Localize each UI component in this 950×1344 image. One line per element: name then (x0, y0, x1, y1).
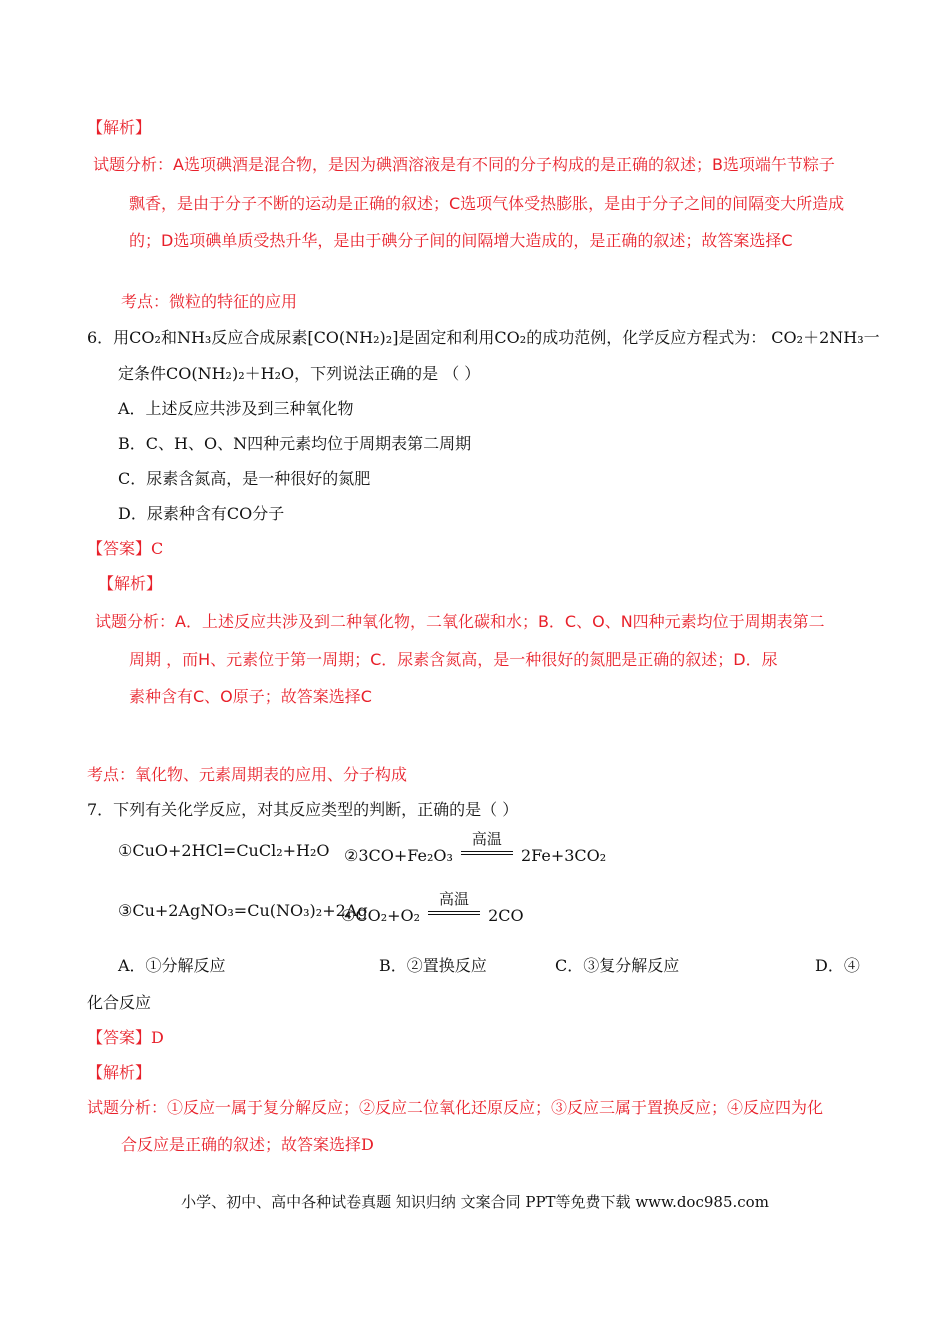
q7-analysis-line2: 合反应是正确的叙述；故答案选择D (121, 1135, 374, 1154)
q6-option-d: D．尿素种含有CO分子 (118, 504, 285, 523)
q7-analysis-line1: 试题分析：①反应一属于复分解反应；②反应二位氧化还原反应；③反应三属于置换反应；④反应四为化 (87, 1098, 824, 1117)
q6-analysis-header: 【解析】 (98, 574, 163, 593)
q7-option-a: A．①分解反应 (118, 956, 226, 975)
q7-analysis-header: 【解析】 (87, 1063, 152, 1082)
q6-kaodian: 考点：氧化物、元素周期表的应用、分子构成 (87, 765, 408, 784)
q7-option-b: B．②置换反应 (379, 956, 487, 975)
q5-kaodian: 考点：微粒的特征的应用 (121, 292, 298, 311)
q7-stem: 7．下列有关化学反应，对其反应类型的判断，正确的是（ ） (87, 800, 519, 819)
q6-option-b: B．C、H、O、N四种元素均位于周期表第二周期 (118, 434, 472, 453)
q5-analysis-line1: 试题分析：A选项碘酒是混合物，是因为碘酒溶液是有不同的分子构成的是正确的叙述；B选项端午节粽子 (93, 155, 835, 174)
q6-stem-line1: 6．用CO₂和NH₃反应合成尿素[CO(NH₂)₂]是固定和利用CO₂的成功范例，化学反应方程式为： CO₂＋2NH₃一 (87, 328, 880, 347)
q5-analysis-header: 【解析】 (87, 118, 152, 137)
page-footer: 小学、初中、高中各种试卷真题 知识归纳 文案合同 PPT等免费下载 www.doc985.com (181, 1193, 769, 1211)
q5-analysis-line3: 的；D选项碘单质受热升华，是由于碘分子间的间隔增大造成的，是正确的叙述；故答案选择C (129, 231, 793, 250)
q6-analysis-line3: 素种含有C、O原子；故答案选择C (129, 687, 372, 706)
q7-option-d: D．④ (815, 956, 860, 975)
q7-eq2-reactants: ②3CO+Fe₂O₃ (344, 846, 453, 865)
q6-analysis-line1: 试题分析：A．上述反应共涉及到二种氧化物，二氧化碳和水；B．C、O、N四种元素均位于周期表第二 (95, 612, 825, 631)
q7-eq4-condition-arrow (424, 890, 484, 921)
q7-eq2-condition-arrow (457, 830, 517, 861)
q7-eq4-reactants: ④CO₂+O₂ (341, 906, 421, 925)
q6-option-c: C．尿素含氮高，是一种很好的氮肥 (118, 469, 371, 488)
q6-analysis-line2: 周期 ，而H、元素位于第一周期；C．尿素含氮高，是一种很好的氮肥是正确的叙述；D．尿 (129, 650, 778, 669)
q7-equation-3: ③Cu+2AgNO₃=Cu(NO₃)₂+2Ag (118, 901, 368, 920)
q7-option-c: C．③复分解反应 (555, 956, 680, 975)
q7-equation-4 (341, 890, 524, 926)
q7-option-d-continued: 化合反应 (87, 993, 152, 1012)
q7-equation-2 (344, 830, 607, 866)
q6-option-a: A．上述反应共涉及到三种氧化物 (118, 399, 354, 418)
q6-answer: 【答案】C (87, 539, 164, 558)
q7-eq4-products: 2CO (488, 906, 524, 925)
q7-eq2-products: 2Fe+3CO₂ (520, 846, 607, 865)
q7-eq4-condition: 高温 (439, 890, 470, 908)
q7-equation-1: ①CuO+2HCl=CuCl₂+H₂O (118, 841, 330, 860)
q5-analysis-line2: 飘香，是由于分子不断的运动是正确的叙述；C选项气体受热膨胀，是由于分子之间的间隔变大所造成 (129, 194, 845, 213)
q6-stem-line2: 定条件CO(NH₂)₂＋H₂O，下列说法正确的是 （ ） (118, 364, 481, 383)
q7-eq2-condition: 高温 (471, 830, 502, 848)
q7-answer: 【答案】D (87, 1028, 164, 1047)
